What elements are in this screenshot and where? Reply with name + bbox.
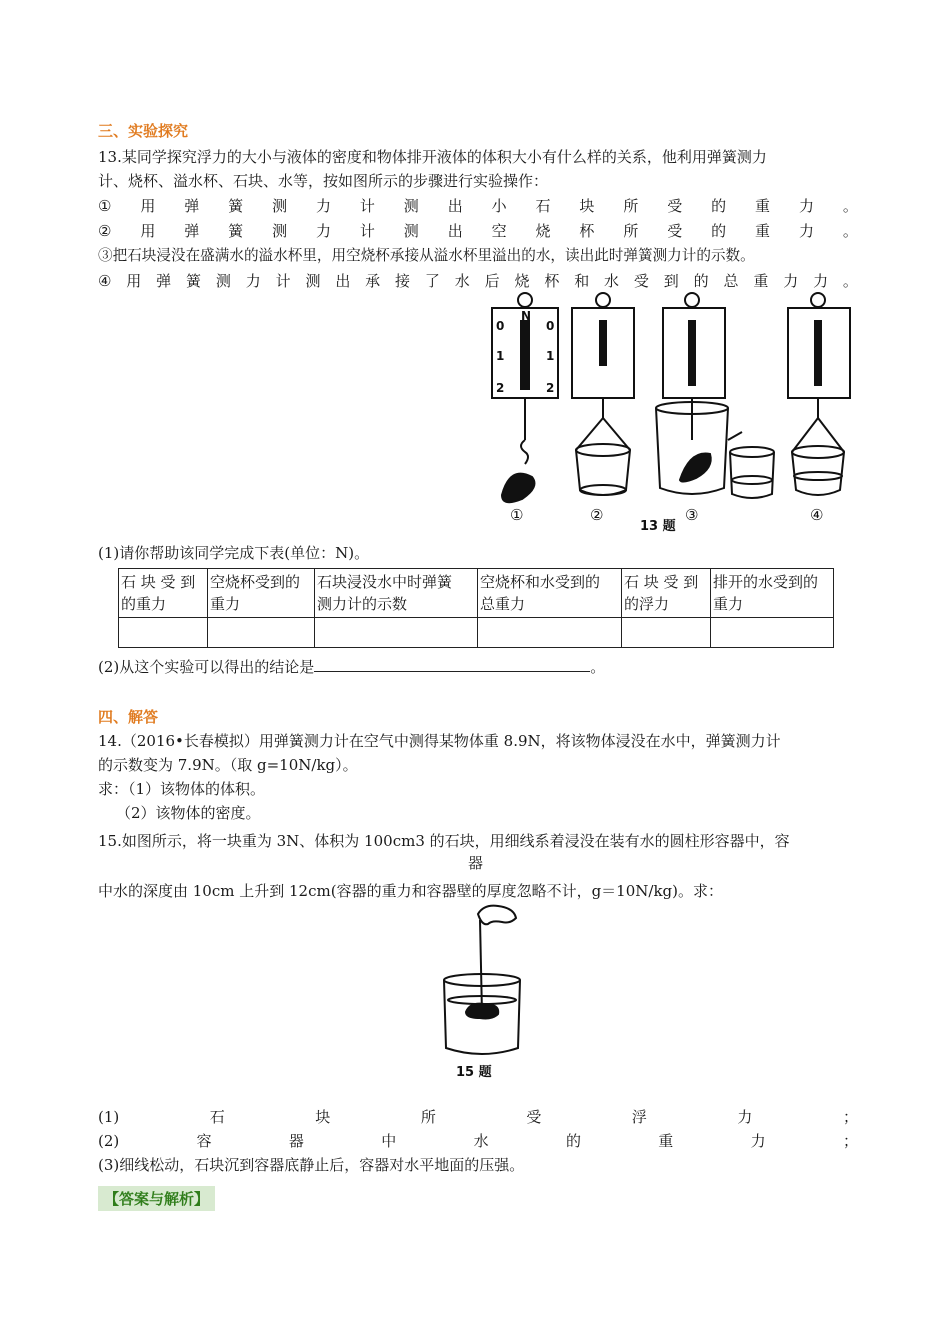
q15-part1	[98, 1106, 858, 1128]
step-char: 。	[842, 197, 858, 215]
step-char: ①	[98, 197, 112, 215]
step-char: 后	[484, 272, 500, 290]
step-char: 承	[365, 272, 381, 290]
spring-scale-3	[656, 293, 774, 498]
step-char: 和	[574, 272, 590, 290]
step-char: 力	[315, 197, 331, 215]
q14-line3: 求：（1）该物体的体积。	[98, 780, 266, 798]
q13-answer-table	[118, 568, 834, 648]
part-char: 容	[196, 1132, 212, 1150]
step-char: 力	[813, 272, 829, 290]
step-char: 块	[579, 197, 595, 215]
step-char: 弹	[184, 197, 200, 215]
q14-line2: 的示数变为 7.9N。（取 g=10N/kg）。	[98, 756, 358, 774]
header-text: 空烧杯受到的	[210, 573, 301, 591]
step-char: 用	[126, 272, 142, 290]
scale-2-left: 2	[496, 381, 505, 395]
q13-step3: ③把石块浸没在盛满水的溢水杯里，用空烧杯承接从溢水杯里溢出的水，读出此时弹簧测力计的示数。	[98, 247, 755, 264]
step-char: 水	[454, 272, 470, 290]
part-char: 的	[565, 1132, 581, 1150]
q15-line2: 中水的深度由 10cm 上升到 12cm(容器的重力和容器壁的厚度忽略不计，g＝10N/kg)。求：	[98, 882, 723, 900]
step-char: 出	[447, 197, 463, 215]
q14-line1: 14.（2016•长春模拟）用弹簧测力计在空气中测得某物体重 8.9N，将该物体浸没在水中，弹簧测力计	[98, 732, 781, 750]
part-char: 块	[315, 1108, 331, 1126]
figure-13-spring-scales	[480, 290, 860, 540]
step-char: 。	[842, 272, 858, 290]
scale-0-right: 0	[546, 319, 555, 333]
part-char: 受	[526, 1108, 542, 1126]
step-char: 弹	[156, 272, 172, 290]
q13-step1	[98, 195, 858, 217]
step-char: ④	[98, 272, 112, 290]
q13-line2: 计、烧杯、溢水杯、石块、水等，按如图所示的步骤进行实验操作：	[98, 172, 549, 190]
step-char: 的	[711, 197, 727, 215]
step-char: 出	[335, 272, 351, 290]
step-char: 测	[403, 197, 419, 215]
section-title-experiment: 三、实验探究	[98, 122, 189, 140]
q15-line1b: 器	[468, 854, 484, 872]
step-char: 受	[633, 272, 649, 290]
table-header-cell	[315, 569, 478, 618]
step-char: 到	[663, 272, 679, 290]
header-text: 石 块 受 到	[121, 573, 196, 591]
hand-icon	[478, 906, 516, 925]
part-char: 浮	[631, 1108, 647, 1126]
answer-cell[interactable]	[711, 618, 834, 648]
q13-step2	[98, 220, 858, 242]
step-char: 杯	[579, 222, 595, 240]
answer-cell[interactable]	[622, 618, 711, 648]
figure-15-caption: 15 题	[456, 1065, 492, 1080]
step-char: 所	[623, 197, 639, 215]
part-char: 重	[658, 1132, 674, 1150]
part-char: 石	[209, 1108, 225, 1126]
step-char: 小	[491, 197, 507, 215]
step-char: 重	[753, 272, 769, 290]
figure-label-1: ①	[510, 506, 524, 524]
step-char: 测	[305, 272, 321, 290]
step-char: 力	[245, 272, 261, 290]
header-text: 空烧杯和水受到的	[480, 573, 601, 591]
q13-part2	[98, 655, 605, 678]
step-char: 的	[711, 222, 727, 240]
part-char: 器	[288, 1132, 304, 1150]
part2-prefix: (2)从这个实验可以得出的结论是	[98, 658, 315, 676]
step-char: 出	[447, 222, 463, 240]
step-char: 重	[755, 197, 771, 215]
q14-line4: （2）该物体的密度。	[116, 804, 261, 822]
figure-13-caption: 13 题	[640, 519, 676, 534]
header-text: 重力	[713, 595, 744, 613]
step-char: 力	[783, 272, 799, 290]
step-char: 用	[140, 197, 156, 215]
header-text: 重力	[210, 595, 241, 613]
part-char: 力	[737, 1108, 753, 1126]
step-char: 计	[275, 272, 291, 290]
step-char: 簧	[228, 222, 244, 240]
step-char: 力	[315, 222, 331, 240]
table-header-cell	[478, 569, 622, 618]
header-text: 测力计的示数	[317, 595, 408, 613]
answer-cell[interactable]	[478, 618, 622, 648]
part-char: 水	[473, 1132, 489, 1150]
step-char: 测	[403, 222, 419, 240]
step-char: 烧	[514, 272, 530, 290]
step-char: 测	[215, 272, 231, 290]
scale-N-label: N	[521, 309, 532, 323]
step-char: 杯	[544, 272, 560, 290]
q15-line1: 15.如图所示，将一块重为 3N、体积为 100cm3 的石块，用细线系着浸没在装有水的圆柱形容器中，容	[98, 832, 790, 850]
header-text: 石 块 受 到	[624, 573, 699, 591]
part-char: 所	[420, 1108, 436, 1126]
step-char: 计	[359, 222, 375, 240]
table-header-cell	[622, 569, 711, 618]
step-char: 力	[798, 197, 814, 215]
step-char: 。	[842, 222, 858, 240]
figure-label-2: ②	[590, 506, 604, 524]
part-char: (2)	[98, 1132, 120, 1150]
step-char: 所	[623, 222, 639, 240]
scale-1-right: 1	[546, 349, 555, 363]
header-text: 总重力	[480, 595, 526, 613]
table-header-cell	[119, 569, 208, 618]
conclusion-blank[interactable]	[314, 655, 590, 672]
section-title-answers: 四、解答	[98, 708, 159, 726]
scale-2-right: 2	[546, 381, 555, 395]
step-char: 弹	[184, 222, 200, 240]
step-char: 了	[424, 272, 440, 290]
table-header-cell	[208, 569, 315, 618]
part-char: ；	[842, 1108, 858, 1126]
answer-cell[interactable]	[315, 618, 478, 648]
figure-label-3: ③	[685, 506, 699, 524]
step-char: 测	[272, 197, 288, 215]
header-text: 的重力	[121, 595, 167, 613]
header-text: 的浮力	[624, 595, 670, 613]
table-header-row	[119, 569, 834, 618]
answer-cell[interactable]	[208, 618, 315, 648]
step-char: 簧	[228, 197, 244, 215]
step-char: 烧	[535, 222, 551, 240]
q15-part2	[98, 1130, 858, 1152]
part-char: (1)	[98, 1108, 120, 1126]
step-char: 受	[667, 197, 683, 215]
figure-15-beaker	[430, 900, 540, 1080]
step-char: ②	[98, 222, 112, 240]
part-char: 中	[381, 1132, 397, 1150]
part-char: 力	[750, 1132, 766, 1150]
step-char: 计	[359, 197, 375, 215]
step-char: 簧	[186, 272, 202, 290]
answer-analysis-badge: 【答案与解析】	[98, 1186, 215, 1211]
step-char: 水	[604, 272, 620, 290]
step-char: 石	[535, 197, 551, 215]
scale-1-left: 1	[496, 349, 505, 363]
header-text: 石块浸没水中时弹簧	[317, 573, 453, 591]
step-char: 总	[723, 272, 739, 290]
step-char: 空	[491, 222, 507, 240]
step-char: 的	[693, 272, 709, 290]
q15-part3: (3)细线松动，石块沉到容器底静止后，容器对水平地面的压强。	[98, 1156, 525, 1174]
step-char: 接	[395, 272, 411, 290]
step-char: 受	[667, 222, 683, 240]
part-char: ；	[842, 1132, 858, 1150]
answer-cell[interactable]	[119, 618, 208, 648]
step-char: 用	[140, 222, 156, 240]
step-char: 测	[272, 222, 288, 240]
step-char: 力	[798, 222, 814, 240]
table-answer-row	[119, 618, 834, 648]
table-header-cell	[711, 569, 834, 618]
part2-suffix: 。	[590, 658, 606, 676]
scale-0-left: 0	[496, 319, 505, 333]
figure-label-4: ④	[810, 506, 824, 524]
q13-line1: 13.某同学探究浮力的大小与液体的密度和物体排开液体的体积大小有什么样的关系，他利用弹簧测力	[98, 148, 767, 166]
step-char: 重	[755, 222, 771, 240]
q13-part1: (1)请你帮助该同学完成下表(单位：N)。	[98, 544, 370, 562]
header-text: 排开的水受到的	[713, 573, 819, 591]
q13-step4	[98, 270, 858, 292]
